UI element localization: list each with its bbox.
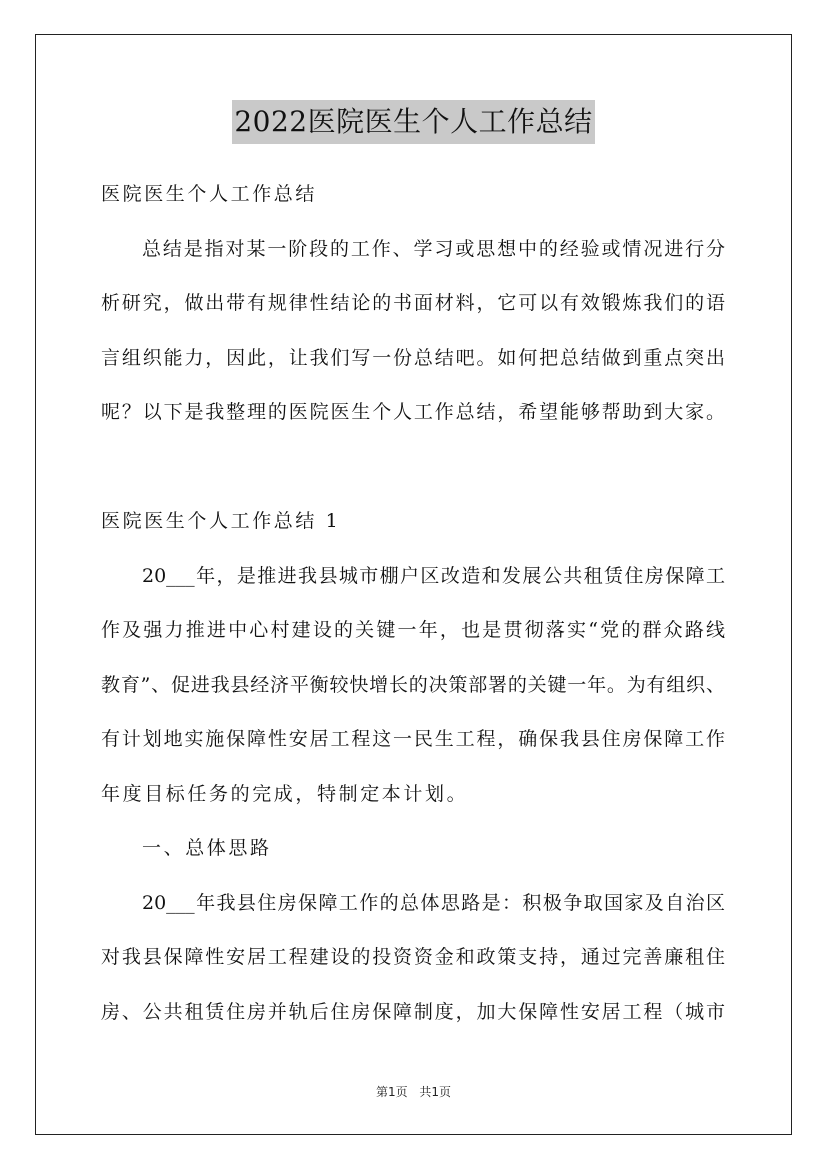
paragraph-line: 对我县保障性安居工程建设的投资资金和政策支持，通过完善廉租住 (101, 946, 725, 968)
paragraph-line: 析研究，做出带有规律性结论的书面材料，它可以有效锻炼我们的语 (101, 292, 725, 314)
paragraph-line: 教育”、促进我县经济平衡较快增长的决策部署的关键一年。为有组织、 (101, 673, 725, 696)
paragraph-line: 20___年，是推进我县城市棚户区改造和发展公共租赁住房保障工 (142, 564, 725, 587)
title-area (0, 100, 827, 144)
paragraph-line: 房、公共租赁住房并轨后住房保障制度，加大保障性安居工程（城市 (101, 1000, 725, 1023)
section-heading-intro: 医院医生个人工作总结 (101, 183, 318, 205)
page-footer (0, 1083, 827, 1100)
document-body (101, 172, 725, 1044)
paragraph-line: 20___年我县住房保障工作的总体思路是：积极争取国家及自治区 (142, 891, 725, 914)
paragraph-line: 有计划地实施保障性安居工程这一民生工程，确保我县住房保障工作 (101, 728, 725, 750)
subsection-heading: 一、总体思路 (142, 837, 272, 859)
paragraph-gap (101, 445, 725, 500)
paragraph-line: 言组织能力，因此，让我们写一份总结吧。如何把总结做到重点突出 (101, 346, 725, 369)
page-total: 共1页 (419, 1085, 452, 1099)
page-number: 第1页 (375, 1085, 408, 1099)
section-heading-1: 医院医生个人工作总结 1 (101, 510, 341, 532)
document-title: 2022医院医生个人工作总结 (232, 100, 594, 144)
paragraph-line: 总结是指对某一阶段的工作、学习或思想中的经验或情况进行分 (142, 237, 725, 260)
paragraph-line: 呢？以下是我整理的医院医生个人工作总结，希望能够帮助到大家。 (101, 401, 725, 423)
paragraph-line: 作及强力推进中心村建设的关键一年，也是贯彻落实“党的群众路线 (101, 619, 725, 641)
paragraph-line: 年度目标任务的完成，特制定本计划。 (101, 782, 469, 805)
